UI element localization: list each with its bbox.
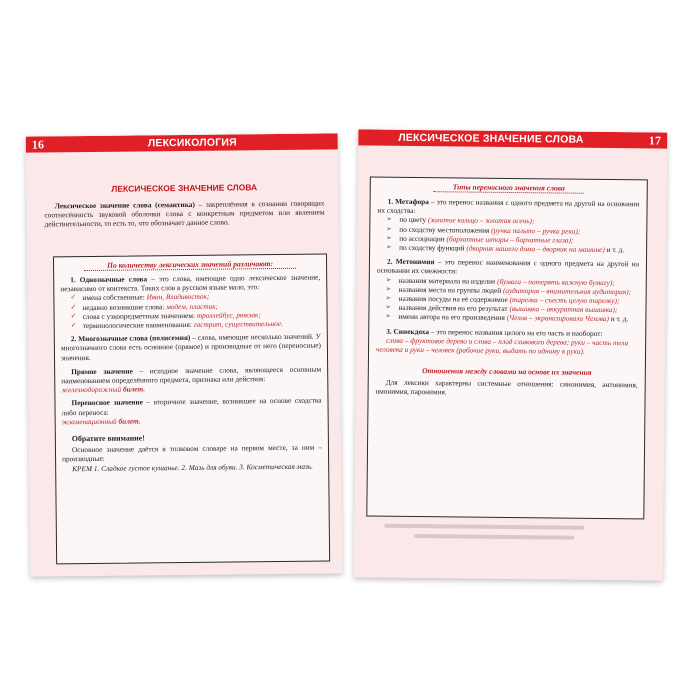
- right-page: [354, 129, 668, 580]
- item2-paragraph: [61, 332, 321, 362]
- item1-term: 1. Однозначные слова: [70, 274, 148, 285]
- metonymy-list: [376, 275, 638, 324]
- arrow-icon: ➢: [386, 216, 392, 224]
- arrow-icon: ➢: [385, 285, 392, 293]
- arrow-icon: ➢: [385, 303, 391, 311]
- left-box-title: По количеству лексических значений различают:: [84, 259, 296, 271]
- left-heading: ЛЕКСИЧЕСКОЕ ЗНАЧЕНИЕ СЛОВА: [111, 182, 258, 194]
- left-section-title: ЛЕКСИКОЛОГИЯ: [147, 136, 237, 150]
- arrow-icon: ➢: [385, 313, 391, 321]
- right-page-number: 17: [648, 133, 662, 148]
- right-box-title: Типы переносного значения слова: [434, 182, 584, 194]
- list-item: ➢ названия материала на изделие (бумага – потерять важную бумагу);: [385, 275, 615, 287]
- check-icon: ✓: [70, 302, 77, 311]
- item2-term: 2. Многозначные слова (полисемия): [70, 333, 191, 344]
- scan-artifact-line: [414, 534, 574, 540]
- list-item: ✓ слова с узкопредметным значением: троллейбус, рюкзак;: [70, 310, 261, 321]
- list-item: ➢ по сходству функций (дворник нашего дома – дворник на машине) и т. д.: [386, 242, 625, 255]
- relations-text: Для лексики характерны системные отношения: синонимия, антонимия, омонимия, паронимия.: [375, 377, 638, 397]
- intro-term: Лексическое значение слова (семантика): [54, 199, 195, 211]
- attention-title: Обратите внимание!: [71, 433, 145, 444]
- arrow-icon: ➢: [386, 243, 392, 251]
- list-item: ✓ терминологические наименования: гастрит, существительное.: [70, 318, 283, 331]
- arrow-icon: ➢: [386, 225, 392, 233]
- relations-title: Отношения между словами на основе их значения: [422, 366, 592, 378]
- list-item: ✓ имена собственные: Иван, Владивосток;: [70, 292, 210, 303]
- list-item: ➢ по ассоциации (бархатные шторы – бархатные глаза);: [386, 233, 574, 245]
- right-header-band: [358, 129, 667, 148]
- metonymy-text: – это перенос наименования с одного предмета на другой на основании их смежности:: [376, 257, 640, 276]
- metaphor-text: – это перенос названия с одного предмета на другой на основании их сходства:: [377, 197, 640, 216]
- metaphor-list: [377, 215, 639, 255]
- item2-text: – слова, имеющие несколько значений. У многозначного слова есть основное (прямое) и производные от него (переносные) значения.: [60, 331, 321, 362]
- synecdoche-example: слива – фруктовое дерево и слива – плод сливового дерева; руки – часть тела человека и руки – человек (рабочие руки, выдать по одному в руки).: [376, 335, 629, 356]
- metaphor-term: 1. Метафора: [387, 196, 429, 207]
- item1-text: – это слова, имеющие одно лексическое значение, независимо от контекста. Таких слов в русском языке мало, это:: [60, 272, 321, 294]
- attention-text: Основное значение даётся в толковом словаре на первом месте, за ним – производные:: [62, 442, 323, 464]
- check-icon: ✓: [70, 293, 77, 302]
- arrow-icon: ➢: [386, 234, 392, 242]
- list-item: ➢ по сходству местоположения (ручка пальто – ручка реки);: [386, 224, 581, 236]
- check-icon: ✓: [70, 311, 77, 320]
- left-header-band: [26, 133, 338, 152]
- intro-paragraph: [44, 199, 324, 230]
- arrow-icon: ➢: [385, 294, 392, 302]
- scan-artifact-line: [384, 524, 584, 530]
- left-page-number: 16: [31, 137, 45, 152]
- item1-list: [60, 291, 320, 331]
- list-item: ➢ названия посуды на её содержимое (тарелка – съесть целую тарелку);: [385, 293, 620, 306]
- synecdoche-term: 3. Синекдоха: [386, 326, 430, 336]
- direct-term: Прямое значение: [71, 366, 133, 377]
- list-item: ➢ названия места на группы людей (аудитория – внимательная аудитория);: [385, 284, 632, 297]
- left-page: [26, 133, 343, 576]
- list-item: ➢ имени автора на его произведения (Чехов – экранизировали Чехова) и т. д.: [385, 312, 629, 324]
- figurative-text: – вторичное значение, возникшее на основе сходства либо переноса:: [61, 396, 322, 417]
- arrow-icon: ➢: [385, 276, 392, 284]
- list-item: ➢ названия действия на его результат (вышивка – аккуратная вышивка);: [385, 303, 618, 315]
- list-item: ✓ недавно возникшие слова: модем, пластик;: [70, 301, 219, 312]
- synecdoche-text: – это перенос названия целого на его часть и наоборот:: [428, 326, 603, 338]
- figurative-term: Переносное значение: [71, 397, 143, 408]
- right-section-title: ЛЕКСИЧЕСКОЕ ЗНАЧЕНИЕ СЛОВА: [398, 131, 584, 146]
- check-icon: ✓: [70, 321, 77, 330]
- left-info-box: [53, 253, 330, 564]
- attention-example: КРЕМ 1. Сладкое густое кушанье. 2. Мазь для обуви. 3. Косметическая мазь.: [72, 461, 313, 473]
- direct-text: – исходное значение слова, являющееся основным наименованием определённого предмета, признака или действия:: [61, 364, 322, 386]
- figurative-example: экзаменационный билет.: [61, 416, 141, 427]
- direct-example: железнодорожный билет.: [61, 384, 146, 395]
- list-item: ➢ по цвету (золотое кольцо – золотая осень);: [386, 215, 535, 226]
- metonymy-term: 2. Метонимия: [386, 256, 435, 267]
- right-info-box: [366, 177, 648, 520]
- intro-text: – закреплённая в сознании говорящих соотнесённость звуковой оболочки слова с конкретным предметом или явлением действительности, то есть то, что обозначает данное слово.: [44, 198, 325, 229]
